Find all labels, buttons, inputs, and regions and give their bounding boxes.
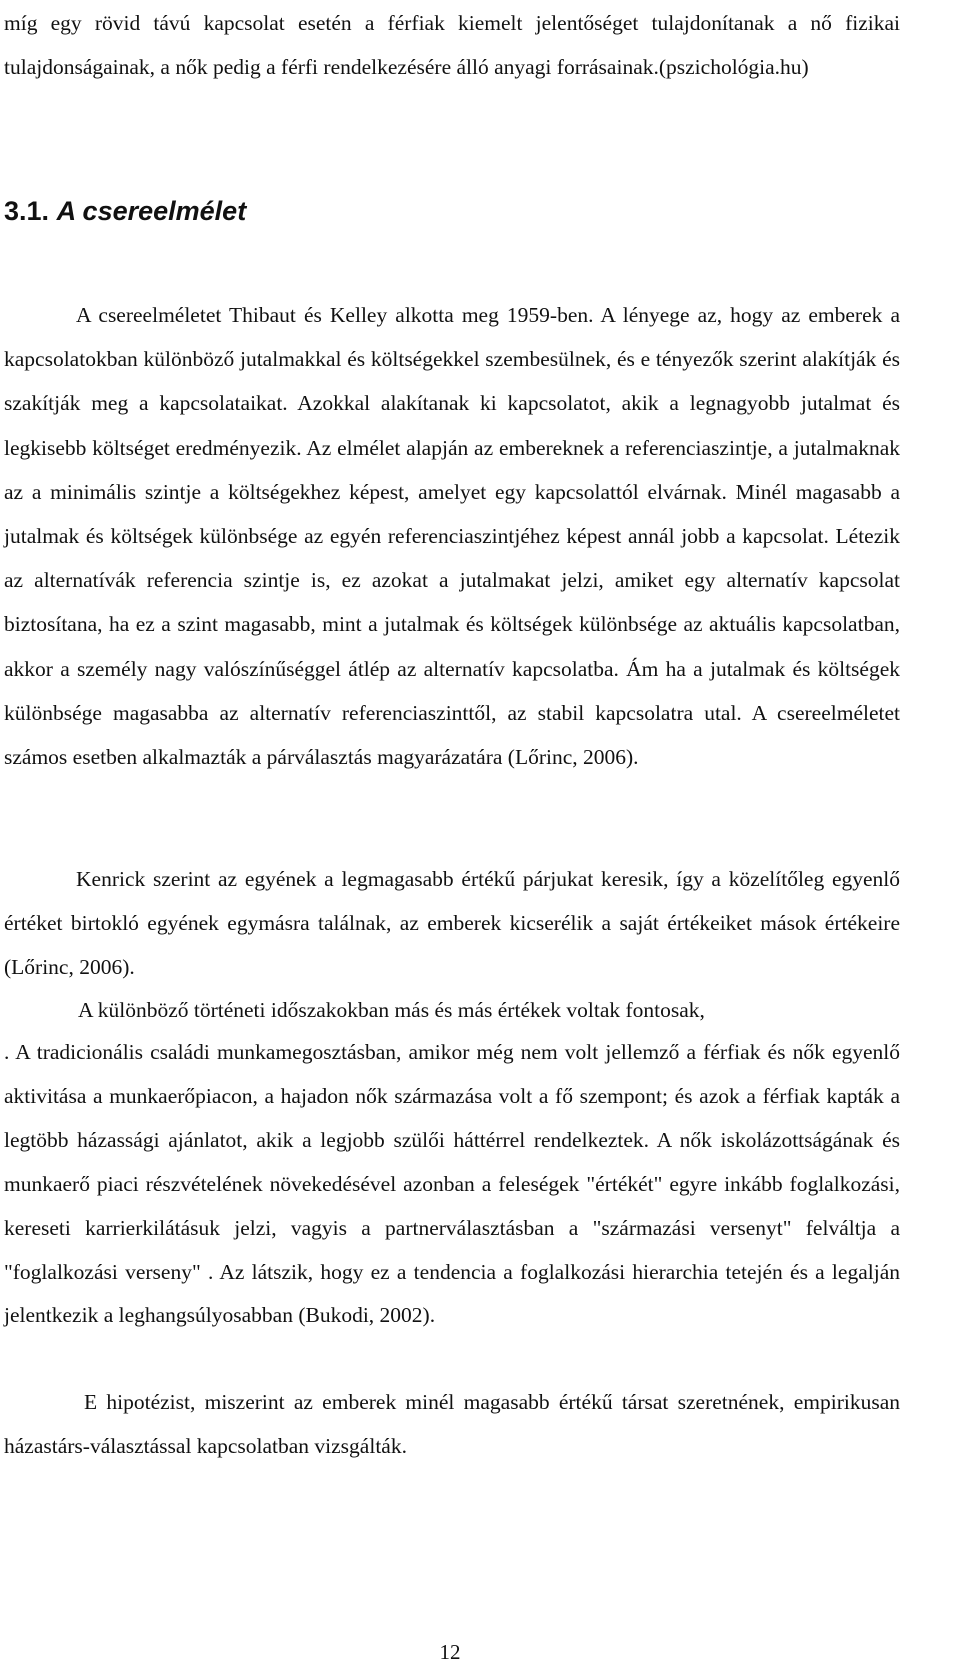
- section-title: A csereelmélet: [56, 196, 247, 226]
- page-number: 12: [439, 1640, 461, 1664]
- paragraph-hypothesis: E hipotézist, miszerint az emberek minél magasabb értékű társat szeretnének, empirikusan házastárs-választással kapcsolatban vizsgálták.: [4, 1390, 900, 1458]
- paragraph-traditional-division: . A tradicionális családi munkamegosztásban, amikor még nem volt jellemző a férfiak és nők egyenlő aktivitása a munkaerőpiacon, a hajadon nők származása volt a fő szempont; és azok a férfiak kapták a legtöbb házassági ajánlatot, akik a legjobb szülői háttérrel rendelkeztek. A nők iskolázottságának és munkaerő piaci részvételének növekedésével azonban a feleségek "értékét" egyre inkább foglalkozási, kereseti karrierkilátásuk jelzi, vagyis a partnerválasztásban a "származási versenyt" felváltja a "foglalkozási verseny" . Az látszik, hogy ez a tendencia a foglalkozási hierarchia tetején és a legalján jelentkezik a leghangsúlyosabban (Bukodi, 2002).: [4, 1040, 900, 1328]
- paragraph-kenrick: Kenrick szerint az egyének a legmagasabb értékű párjukat keresik, így a közelítőleg egyenlő értéket birtokló egyének egymásra találnak, az emberek kicserélik a saját értékeiket mások értékeire (Lőrinc, 2006).: [4, 867, 900, 979]
- paragraph-exchange-theory: A csereelméletet Thibaut és Kelley alkotta meg 1959-ben. A lényege az, hogy az emberek a kapcsolatokban különböző jutalmakkal és költségekkel szembesülnek, és e tényezők szerint alakítják és szakítják meg a kapcsolataikat. Azokkal alakítanak ki kapcsolatot, akik a legnagyobb jutalmat és legkisebb költséget eredményezik. Az elmélet alapján az embereknek a referenciaszintje, a jutalmaknak az a minimális szintje a költségekhez képest, amelyet egy kapcsolattól elvárnak. Minél magasabb a jutalmak és költségek különbsége az egyén referenciaszintjéhez képest annál jobb a kapcsolat. Létezik az alternatívák referencia szintje is, ez azokat a jutalmakat jelzi, amiket egy alternatív kapcsolat biztosítana, ha ez a szint magasabb, mint a jutalmak és költségek különbsége az aktuális kapcsolatban, akkor a személy nagy valószínűséggel átlép az alternatív kapcsolatba. Ám ha a jutalmak és költségek különbsége magasabba az alternatív referenciaszinttől, az stabil kapcsolatra utal. A csereelméletet számos esetben alkalmazták a párválasztás magyarázatára (Lőrinc, 2006).: [4, 303, 900, 770]
- section-number: 3.1.: [4, 196, 50, 226]
- paragraph-historical-periods: A különböző történeti időszakokban más és más értékek voltak fontosak,: [78, 998, 705, 1022]
- section-heading: [4, 191, 246, 231]
- paragraph-continuation: míg egy rövid távú kapcsolat esetén a férfiak kiemelt jelentőséget tulajdonítanak a nő fizikai tulajdonságainak, a nők pedig a férfi rendelkezésére álló anyagi forrásainak.(pszichológia.hu): [4, 11, 900, 79]
